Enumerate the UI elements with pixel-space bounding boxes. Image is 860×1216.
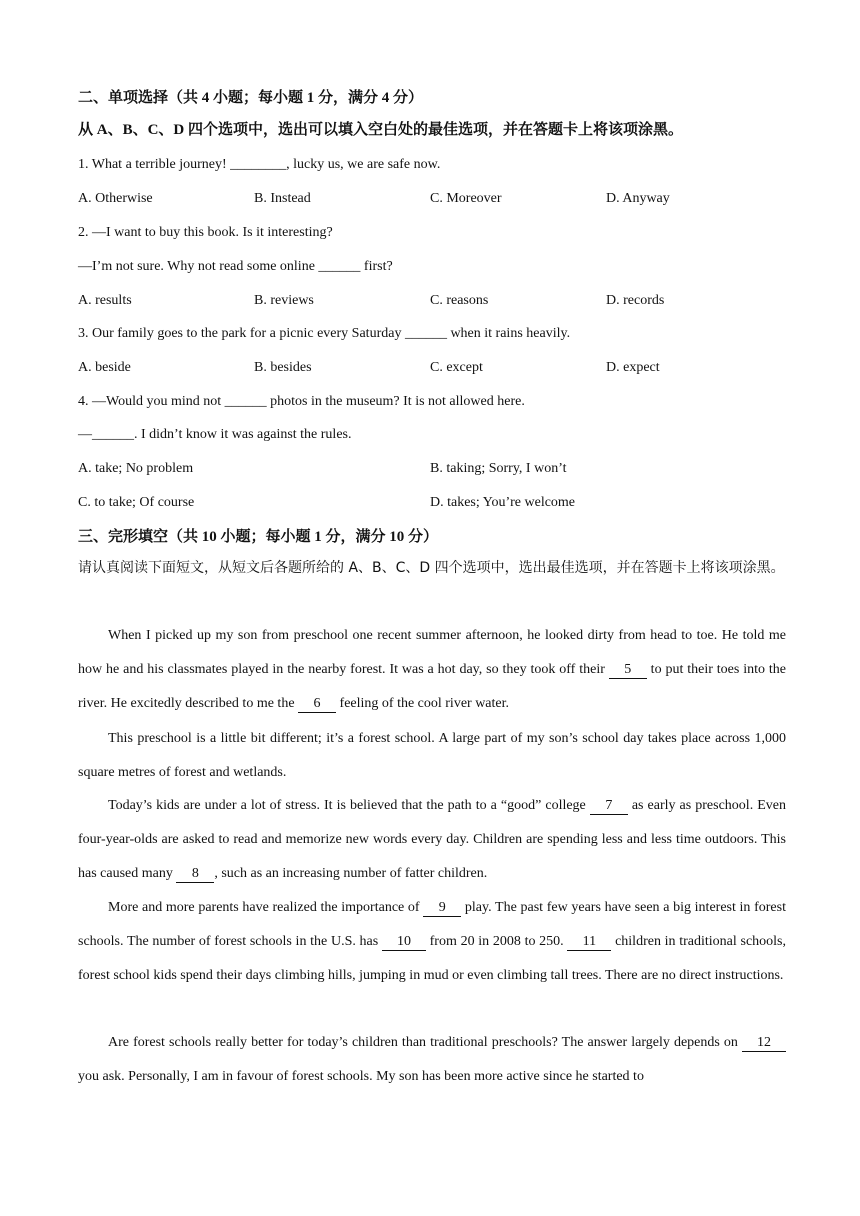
passage-paragraph-3: Today’s kids are under a lot of stress. It is believed that the path to a “good” college 7 as early as preschool. Even four-year-olds are asked to read and memorize new words every day. Children are spending less and less time outdoors. This has caused many 8 , such as an increasing number of fatter children.: [78, 798, 786, 881]
q4-option-c: C. to take; Of course: [78, 495, 195, 510]
q2-option-b: B. reviews: [254, 293, 314, 308]
q2-option-c: C. reasons: [430, 293, 489, 308]
passage-paragraph-5: Are forest schools really better for today’s children than traditional preschools? The answer largely depends on 12 you ask. Personally, I am in favour of forest schools. My son has been more active since he started to: [78, 1026, 786, 1094]
q1-option-c: C. Moreover: [430, 191, 502, 206]
q4-option-d: D. takes; You’re welcome: [430, 495, 576, 510]
blank-5: 5: [609, 662, 647, 679]
section-title-single-choice: 二、单项选择（共 4 小题；每小题 1 分，满分 4 分）: [78, 90, 424, 106]
q3-option-a: A. beside: [78, 360, 131, 375]
q1-option-a: A. Otherwise: [78, 191, 153, 206]
blank-6: 6: [298, 696, 336, 713]
question-3: 3. Our family goes to the park for a picnic every Saturday ______ when it rains heavily.: [78, 326, 571, 341]
passage-paragraph-4: More and more parents have realized the importance of 9 play. The past few years have seen a big interest in forest schools. The number of forest schools in the U.S. has 10 from 20 in 2008 to 250. 11 children in traditional schools, forest school kids spend their days climbing hills, jumping in mud or even climbing tall trees. There are no direct instructions.: [78, 900, 786, 983]
q4-option-b: B. taking; Sorry, I won’t: [430, 461, 567, 476]
blank-12: 12: [742, 1035, 786, 1052]
q1-option-b: B. Instead: [254, 191, 311, 206]
q4-option-a: A. take; No problem: [78, 461, 194, 476]
question-4: 4. —Would you mind not ______ photos in the museum? It is not allowed here.: [78, 394, 525, 409]
q3-option-d: D. expect: [606, 360, 660, 375]
blank-7: 7: [590, 798, 628, 815]
blank-10: 10: [382, 934, 426, 951]
blank-9: 9: [423, 900, 461, 917]
q2-option-d: D. records: [606, 293, 665, 308]
question-2-reply: —I’m not sure. Why not read some online ______ first?: [78, 259, 393, 274]
passage-paragraph-2: This preschool is a little bit different; it’s a forest school. A large part of my son’s school day takes place across 1,000 square metres of forest and wetlands.: [78, 731, 786, 780]
passage-paragraph-1: When I picked up my son from preschool one recent summer afternoon, he looked dirty from head to toe. He told me how he and his classmates played in the nearby forest. It was a hot day, so they took off their 5 to put their toes into the river. He excitedly described to me the 6 feeling of the cool river water.: [78, 628, 787, 711]
q3-option-b: B. besides: [254, 360, 312, 375]
question-2: 2. —I want to buy this book. Is it interesting?: [78, 225, 333, 240]
question-4-reply: —______. I didn’t know it was against the rules.: [78, 427, 352, 442]
section-instruction: 从 A、B、C、D 四个选项中，选出可以填入空白处的最佳选项，并在答题卡上将该项涂黑。: [78, 122, 684, 138]
q1-option-d: D. Anyway: [606, 191, 670, 206]
cloze-instruction: 请认真阅读下面短文，从短文后各题所给的 A、B、C、D 四个选项中，选出最佳选项，并在答题卡上将该项涂黑。: [78, 560, 785, 576]
question-1: 1. What a terrible journey! ________, lucky us, we are safe now.: [78, 157, 441, 172]
blank-11: 11: [567, 934, 611, 951]
q2-option-a: A. results: [78, 293, 132, 308]
section-title-cloze: 三、完形填空（共 10 小题；每小题 1 分，满分 10 分）: [78, 529, 439, 545]
q3-option-c: C. except: [430, 360, 483, 375]
blank-8: 8: [176, 866, 214, 883]
